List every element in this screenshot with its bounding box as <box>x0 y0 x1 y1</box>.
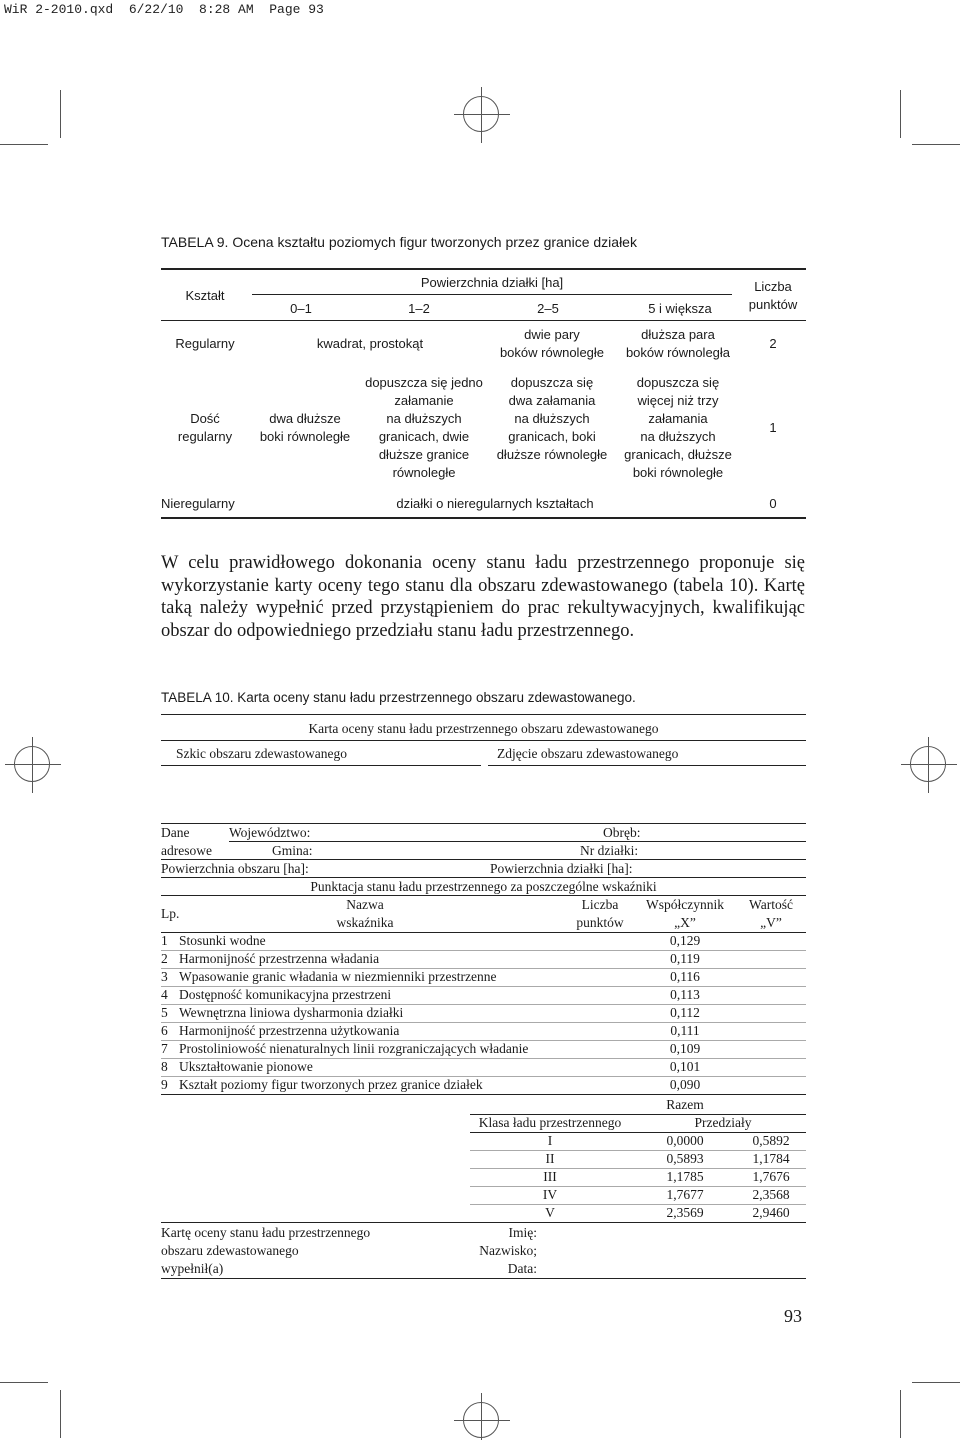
indicator-name: Ukształtowanie pionowe <box>179 1059 313 1074</box>
fair-c3-4: granicach, boki <box>508 429 596 444</box>
fair-c0-2: boki równoległe <box>259 429 351 444</box>
range-1: 1–2 <box>408 301 430 316</box>
adresowe-label: adresowe <box>161 843 212 858</box>
class-to: 1,1784 <box>752 1151 790 1166</box>
shape-fair-2: regularny <box>177 429 233 444</box>
indicator-name: Wpasowanie granic władania w niezmienniki przestrzenne <box>179 969 497 984</box>
parcel-surface-label: Powierzchnia działki [ha]: <box>490 861 633 876</box>
shape-fair-1: Dość <box>190 411 220 426</box>
indicator-number: 3 <box>161 969 168 984</box>
indicator-name: Harmonijność przestrzenna użytkowania <box>179 1023 400 1038</box>
photo-rule <box>488 765 806 766</box>
range-0: 0–1 <box>290 301 312 316</box>
table10-bottom-rule <box>161 1278 806 1279</box>
file-header: WiR 2-2010.qxd 6/22/10 8:28 AM Page 93 <box>4 2 324 17</box>
commune-label: Gmina: <box>272 843 313 858</box>
precinct-label: Obręb: <box>603 825 641 840</box>
points-header-1: Liczba <box>581 897 619 912</box>
fair-c4-4: na dłuższych <box>640 429 716 444</box>
lp-header: Lp. <box>161 906 180 921</box>
registration-mark-top <box>463 96 499 132</box>
scoring-title: Punktacja stanu ładu przestrzennego za poszczególne wskaźniki <box>310 879 657 894</box>
photo-label: Zdjęcie obszaru zdewastowanego <box>497 746 679 761</box>
registration-mark-right <box>910 746 946 782</box>
indicator-coef: 0,109 <box>669 1041 701 1056</box>
regular-square: kwadrat, prostokąt <box>316 336 424 351</box>
class-header: Klasa ładu przestrzennego <box>478 1115 622 1130</box>
area-rule <box>252 294 732 295</box>
irregular-points: 0 <box>769 496 777 511</box>
points-header-2: punktów <box>576 915 624 930</box>
page-number: 93 <box>784 1306 802 1326</box>
class-label: V <box>545 1205 555 1220</box>
fair-c2-3: na dłuższych <box>386 411 462 426</box>
voivodeship-label: Województwo: <box>229 825 311 840</box>
header-shape: Kształt <box>185 288 225 303</box>
shape-regular: Regularny <box>175 336 235 351</box>
table10-top-rule <box>161 714 806 715</box>
class-from: 1,1785 <box>666 1169 704 1184</box>
regular-c4-2: boków równoległa <box>625 345 731 360</box>
table9-bottom-rule <box>161 517 806 519</box>
indicator-coef: 0,101 <box>669 1059 701 1074</box>
fair-points: 1 <box>769 420 777 435</box>
total-label: Razem <box>666 1097 704 1112</box>
table9-header-rule <box>161 320 806 321</box>
fair-c0-1: dwa dłuższe <box>269 411 341 426</box>
fair-c2-4: granicach, dwie <box>378 429 470 444</box>
indicator-number: 6 <box>161 1023 168 1038</box>
coef-header-1: Współczynnik <box>646 897 724 912</box>
name-header-2: wskaźnika <box>336 915 394 930</box>
class-from: 1,7677 <box>666 1187 704 1202</box>
table9-caption: TABELA 9. Ocena kształtu poziomych figur tworzonych przez granice działek <box>161 234 637 250</box>
indicator-number: 7 <box>161 1041 168 1056</box>
range-2: 2–5 <box>537 301 559 316</box>
indicator-name: Kształt poziomy figur tworzonych przez granice działek <box>179 1077 483 1092</box>
indicator-coef: 0,119 <box>670 951 700 966</box>
filled-by-2: obszaru zdewastowanego <box>161 1243 299 1258</box>
indicator-number: 4 <box>161 987 168 1002</box>
filled-by-1: Kartę oceny stanu ładu przestrzennego <box>161 1225 371 1240</box>
indicator-coef: 0,116 <box>670 969 700 984</box>
fair-c2-1: dopuszcza się jedno <box>365 375 483 390</box>
indicator-number: 1 <box>161 933 168 948</box>
class-to: 2,3568 <box>752 1187 790 1202</box>
class-from: 2,3569 <box>666 1205 704 1220</box>
regular-c3-2: boków równoległe <box>499 345 605 360</box>
fair-c4-3: załamania <box>648 411 708 426</box>
sketch-rule <box>161 765 481 766</box>
registration-mark-left <box>14 746 50 782</box>
table10-caption: TABELA 10. Karta oceny stanu ładu przestrzennego obszaru zdewastowanego. <box>161 690 636 705</box>
header-area: Powierzchnia działki [ha] <box>420 275 564 290</box>
indicator-number: 5 <box>161 1005 168 1020</box>
range-3: 5 i większa <box>648 301 712 316</box>
header-points-2: punktów <box>748 297 798 312</box>
value-header-2: „V” <box>760 915 782 930</box>
irregular-desc: działki o nieregularnych kształtach <box>396 496 594 511</box>
indicator-name: Harmonijność przestrzenna władania <box>179 951 380 966</box>
class-label: IV <box>542 1187 558 1202</box>
fair-c3-3: na dłuższych <box>514 411 590 426</box>
filled-by-3: wypełnił(a) <box>161 1261 224 1276</box>
indicator-coef: 0,111 <box>670 1023 700 1038</box>
class-label: II <box>545 1151 555 1166</box>
regular-c4-1: dłuższa para <box>641 327 715 342</box>
fair-c3-5: dłuższe równoległe <box>496 447 608 462</box>
indicator-name: Wewnętrzna liniowa dysharmonia działki <box>179 1005 404 1020</box>
class-from: 0,5893 <box>666 1151 704 1166</box>
row-rule <box>161 1094 806 1095</box>
registration-mark-bottom <box>463 1402 499 1438</box>
value-header-1: Wartość <box>749 897 793 912</box>
header-points-1: Liczba <box>754 279 792 294</box>
indicator-coef: 0,112 <box>670 1005 700 1020</box>
class-to: 1,7676 <box>752 1169 790 1184</box>
indicator-coef: 0,090 <box>669 1077 701 1092</box>
sketch-label: Szkic obszaru zdewastowanego <box>176 746 347 761</box>
regular-points: 2 <box>769 336 777 351</box>
area-surface-label: Powierzchnia obszaru [ha]: <box>161 861 309 876</box>
classes-bottom-rule <box>161 1222 806 1223</box>
indicator-name: Dostępność komunikacyjna przestrzeni <box>179 987 392 1002</box>
table9-top-rule <box>161 268 806 270</box>
coef-header-2: „X” <box>674 915 696 930</box>
name-header-1: Nazwa <box>346 897 384 912</box>
parcel-number-label: Nr działki: <box>580 843 639 858</box>
fair-c3-1: dopuszcza się <box>510 375 594 390</box>
indicator-coef: 0,129 <box>669 933 701 948</box>
indicator-number: 2 <box>161 951 168 966</box>
fair-c4-5: granicach, dłuższe <box>624 447 732 462</box>
card-title-rule <box>161 740 806 741</box>
fair-c2-2: załamanie <box>394 393 454 408</box>
fair-c4-1: dopuszcza się <box>636 375 720 390</box>
fair-c2-6: równoległe <box>392 465 456 480</box>
dane-label: Dane <box>161 825 190 840</box>
fair-c4-2: więcej niż trzy <box>637 393 719 408</box>
fair-c4-6: boki równoległe <box>632 465 724 480</box>
date-label: Data: <box>507 1261 537 1276</box>
first-name-label: Imię: <box>508 1225 537 1240</box>
indicator-name: Stosunki wodne <box>179 933 266 948</box>
fair-c2-5: dłuższe granice <box>378 447 470 462</box>
regular-c3-1: dwie pary <box>524 327 580 342</box>
indicator-name: Prostoliniowość nienaturalnych linii rozgraniczających władanie <box>179 1041 529 1056</box>
class-from: 0,0000 <box>666 1133 704 1148</box>
indicator-number: 8 <box>161 1059 168 1074</box>
indicator-coef: 0,113 <box>670 987 700 1002</box>
class-to: 0,5892 <box>752 1133 790 1148</box>
body-paragraph: W celu prawidłowego dokonania oceny stanu ładu przestrzennego proponuje się wykorzystanie karty oceny tego stanu dla obszaru zdewastowanego (tabela 10). Kartę taką należy wypełnić przed przystąpieniem do prac rekultywacyjnych, kwalifikując obszar do odpowiedniego przedziału stanu ładu przestrzennego. <box>161 553 805 641</box>
address-rule-1 <box>229 841 806 842</box>
fair-c3-2: dwa załamania <box>508 393 596 408</box>
last-name-label: Nazwisko; <box>479 1243 537 1258</box>
class-to: 2,9460 <box>752 1205 790 1220</box>
ranges-header: Przedziały <box>694 1115 752 1130</box>
class-label: III <box>543 1169 557 1184</box>
indicator-number: 9 <box>161 1077 168 1092</box>
card-title: Karta oceny stanu ładu przestrzennego obszaru zdewastowanego <box>308 721 659 736</box>
shape-irregular: Nieregularny <box>161 496 235 511</box>
class-label: I <box>547 1133 553 1148</box>
